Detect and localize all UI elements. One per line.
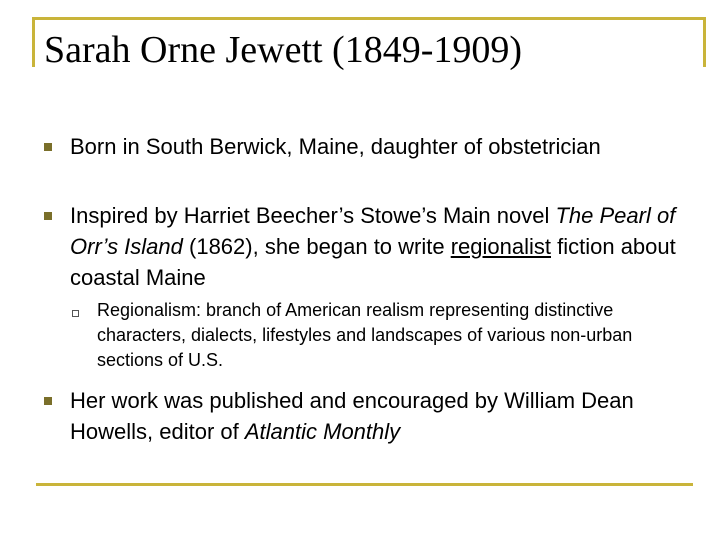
book-title: The Pearl of Orr’s Island [70, 203, 676, 259]
bottom-rule [36, 483, 693, 486]
bullet-text: fiction about coastal Maine [70, 234, 676, 290]
sub-bullet-regionalism: Regionalism: branch of American realism representing distinctive characters, dialects, lifestyles and landscapes of various non-urban sections of U.S. [97, 300, 633, 370]
slide-title: Sarah Orne Jewett (1849-1909) [44, 29, 523, 71]
bullet-born: Born in South Berwick, Maine, daughter of obstetrician [70, 134, 601, 159]
bullet-text: (1862), she began to write [182, 234, 451, 259]
bullet-work [70, 385, 680, 447]
square-bullet-icon [44, 397, 52, 405]
magazine-title: Atlantic Monthly [244, 419, 401, 444]
square-bullet-icon [44, 212, 52, 220]
hollow-square-bullet-icon [72, 310, 79, 317]
top-rule [32, 17, 705, 20]
bullet-inspired [70, 200, 680, 293]
square-bullet-icon [44, 143, 52, 151]
left-rule [32, 17, 35, 67]
regionalist-link[interactable]: regionalist [450, 234, 551, 259]
right-rule [703, 17, 706, 67]
bullet-text: Her work was published and encouraged by William Dean Howells, editor of [70, 388, 634, 444]
bullet-text: Inspired by Harriet Beecher’s Stowe’s Main novel [70, 203, 556, 228]
